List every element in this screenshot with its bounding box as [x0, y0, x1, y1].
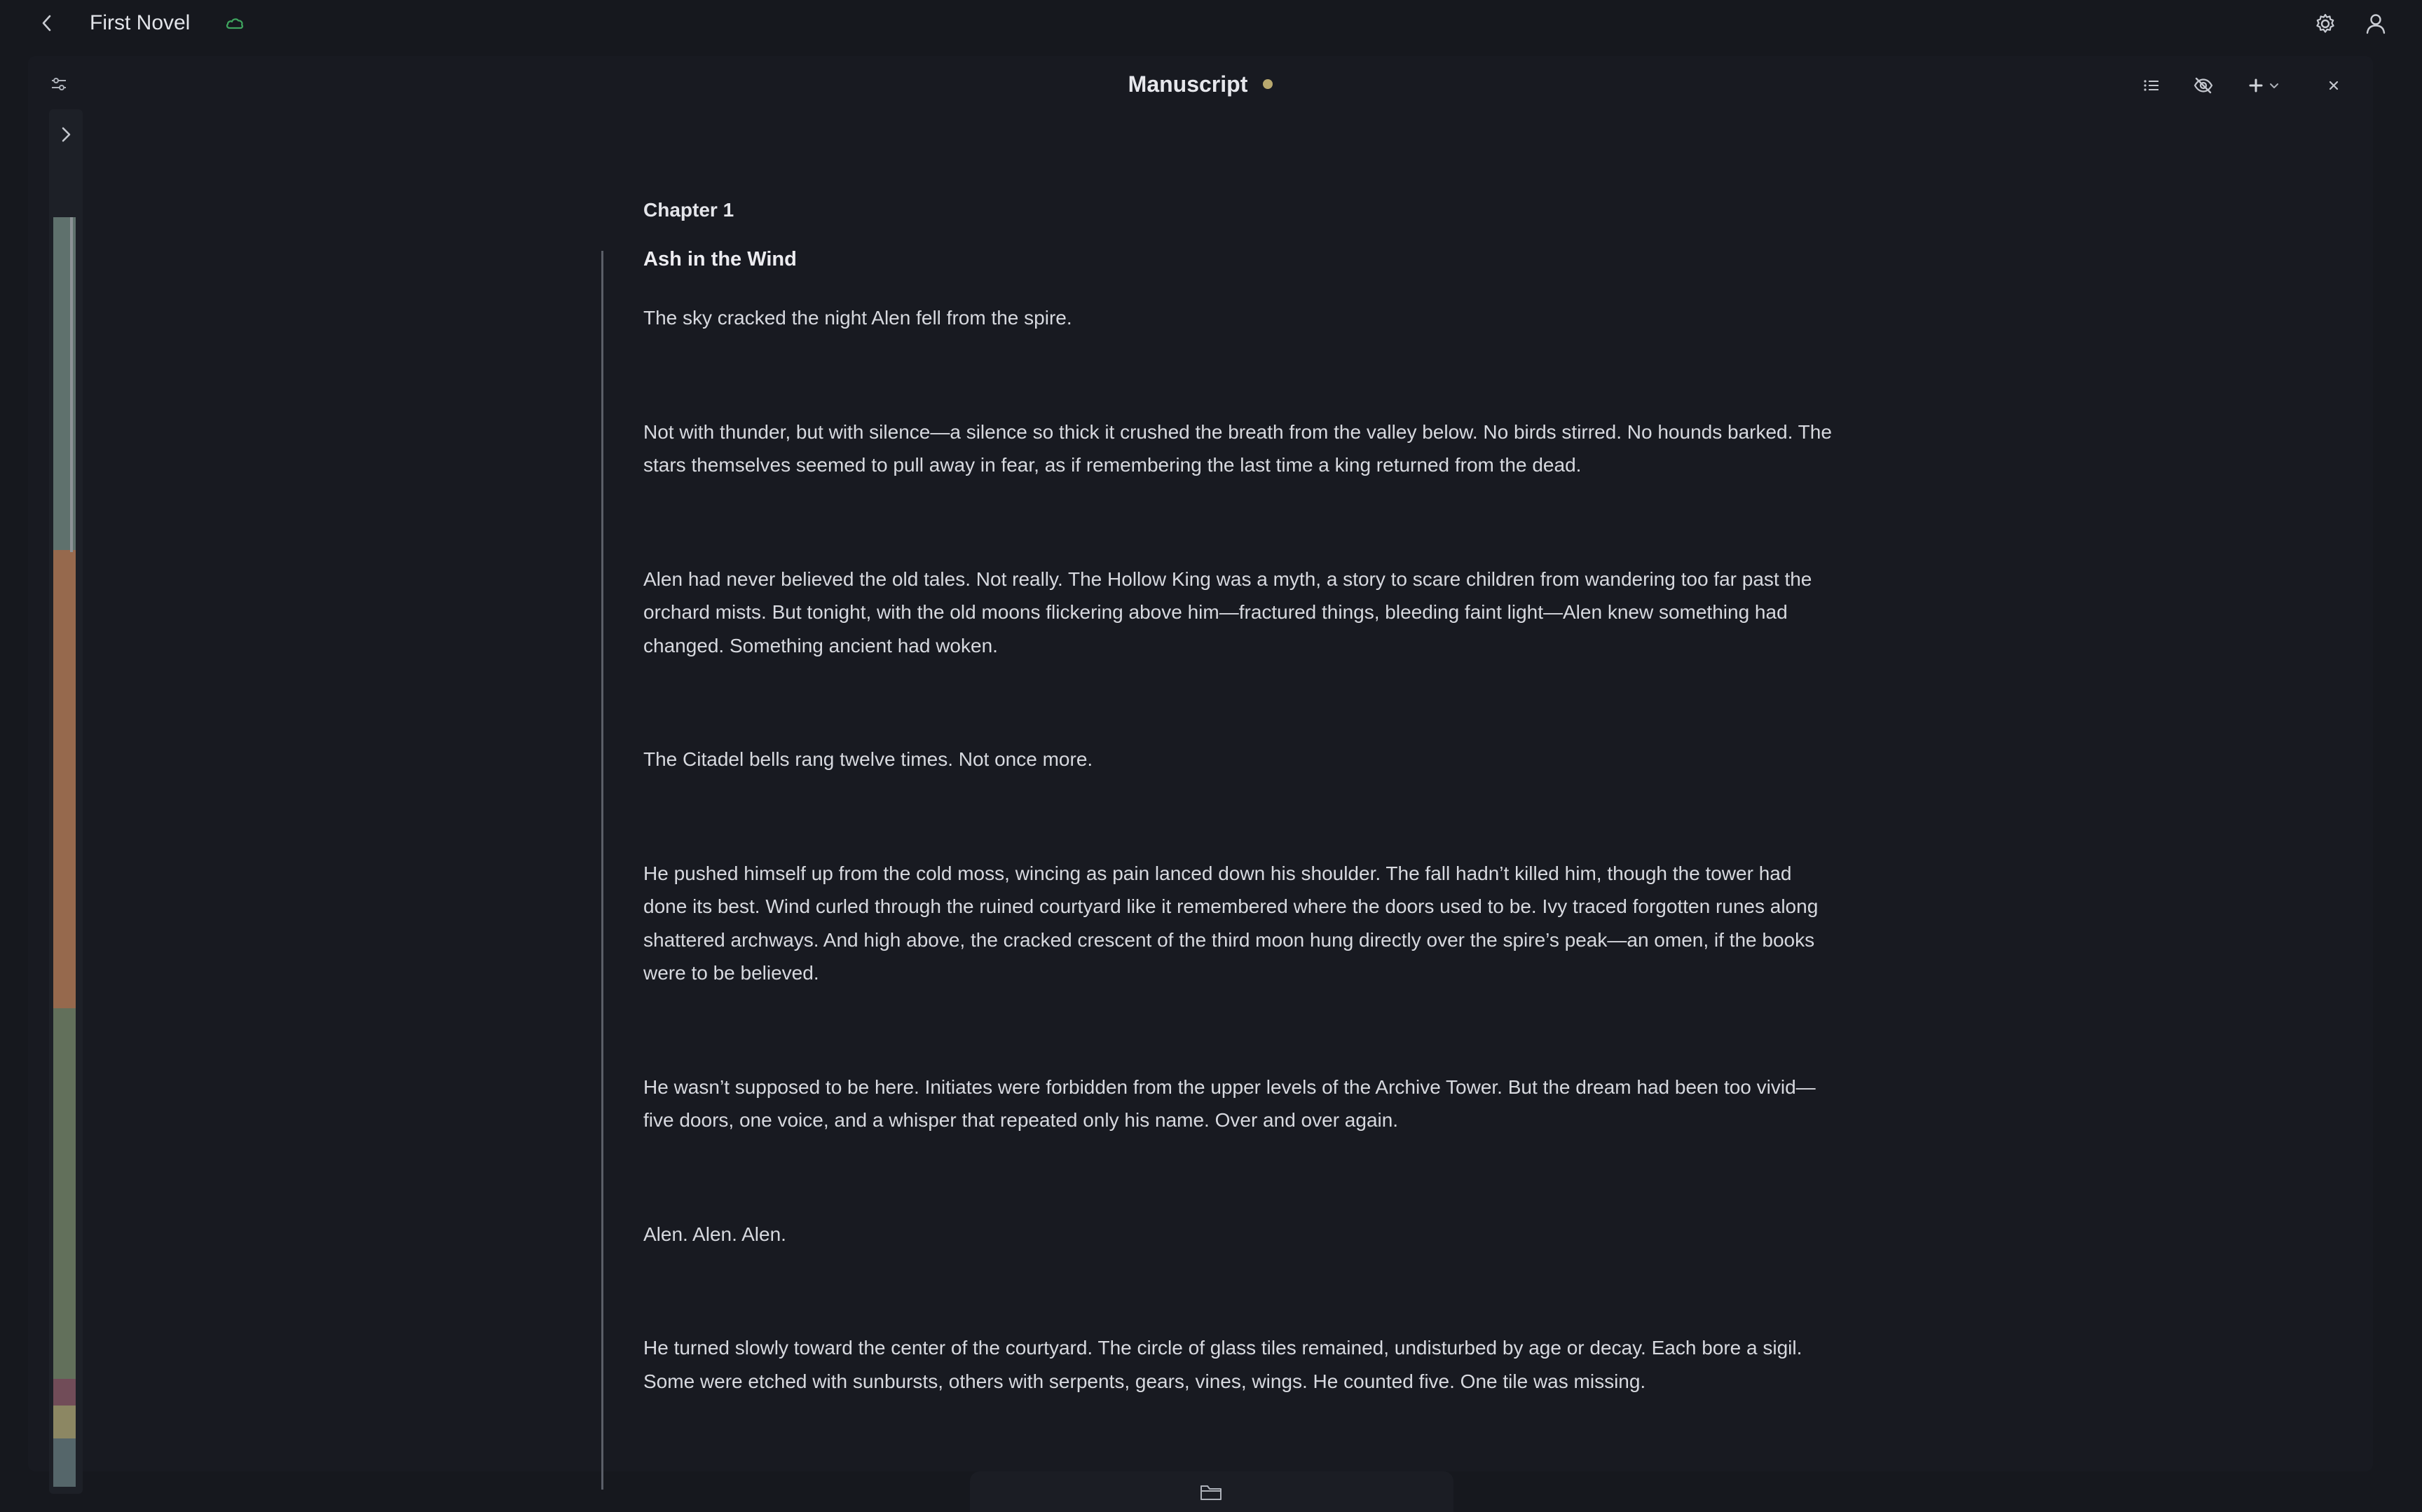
scene-color-segment[interactable] — [53, 1379, 76, 1406]
editor-panel — [28, 56, 2373, 1471]
project-title[interactable]: First Novel — [90, 11, 191, 34]
scene-color-segment[interactable] — [53, 550, 76, 1008]
folder-icon — [1199, 1483, 1223, 1502]
close-button[interactable] — [2318, 70, 2349, 101]
add-menu-button[interactable] — [2238, 70, 2289, 101]
panel-title: Manuscript — [1128, 71, 1248, 97]
panel-title-wrap — [28, 70, 2373, 98]
scene-title[interactable]: Ash in the Wind — [643, 248, 797, 270]
chevron-right-icon — [59, 125, 73, 144]
chevron-left-icon — [39, 13, 55, 33]
chapter-heading[interactable]: Chapter 1 — [643, 199, 734, 221]
top-bar — [0, 0, 2422, 46]
eye-off-icon — [2193, 76, 2214, 95]
user-icon — [2365, 13, 2387, 35]
close-icon — [2327, 78, 2341, 92]
scene-color-segment[interactable] — [53, 1438, 76, 1487]
panel-header — [28, 56, 2373, 112]
scene-color-segment[interactable] — [53, 1406, 76, 1438]
settings-button[interactable] — [2310, 8, 2341, 39]
paragraph[interactable]: He wasn’t supposed to be here. Initiates were forbidden from the upper levels of the Archive Tower. But the dream had been too vivid—five doors, one voice, and a whisper that repeated only his name. Over and over again. — [643, 1075, 1816, 1131]
paragraph[interactable]: He pushed himself up from the cold moss, wincing as pain lanced down his shoulder. The fall hadn’t killed him, though the tower had done its best. Wind curled through the ruined courtyard like it remembered where the doors used to be. Ivy traced forgotten runes along shattered archways. And high above, the cracked crescent of the third moon hung directly over the spire’s peak—an omen, if the books were to be believed. — [643, 862, 1819, 984]
gear-icon — [2314, 13, 2337, 35]
scene-color-segment[interactable] — [53, 1008, 76, 1379]
paragraph[interactable]: Alen had never believed the old tales. Not really. The Hollow King was a myth, a story to scare children from wandering too far past the orchard mists. But tonight, with the old moons flickering above him—fractured things, bleeding faint light—Alen knew something had changed. Something ancient had woken. — [643, 568, 1812, 657]
paragraph[interactable]: The sky cracked the night Alen fell from the spire. — [643, 307, 1072, 329]
paragraph[interactable]: Alen. Alen. Alen. — [643, 1223, 786, 1245]
timeline-scroll-thumb[interactable] — [70, 217, 73, 552]
expand-sidebar-button[interactable] — [49, 109, 83, 160]
cloud-icon — [225, 16, 245, 30]
account-button[interactable] — [2360, 8, 2391, 39]
unsaved-status-dot — [1263, 79, 1273, 89]
plus-icon — [2247, 76, 2265, 95]
bottom-drawer-tab[interactable] — [970, 1471, 1453, 1512]
chevron-down-icon — [2268, 81, 2280, 90]
open-files-button[interactable] — [1196, 1478, 1226, 1506]
scene-divider-line — [601, 251, 603, 1490]
back-button[interactable] — [31, 7, 63, 39]
manuscript-body[interactable] — [643, 196, 1835, 1478]
list-icon — [2142, 78, 2161, 93]
hide-button[interactable] — [2188, 70, 2219, 101]
sync-status[interactable] — [224, 13, 245, 34]
paragraph[interactable]: The Citadel bells rang twelve times. Not once more. — [643, 748, 1093, 770]
outline-button[interactable] — [2136, 70, 2167, 101]
paragraph[interactable]: He turned slowly toward the center of the courtyard. The circle of glass tiles remained, undisturbed by age or decay. Each bore a sigil. Some were etched with sunbursts, others with serpents, gears, vines, wings. He counted five. One tile was missing. — [643, 1337, 1802, 1392]
paragraph[interactable]: Not with thunder, but with silence—a silence so thick it crushed the breath from the valley below. No birds stirred. No hounds barked. The stars themselves seemed to pull away in fear, as if remembering the last time a king returned from the dead. — [643, 420, 1832, 476]
scene-timeline — [49, 109, 83, 1494]
